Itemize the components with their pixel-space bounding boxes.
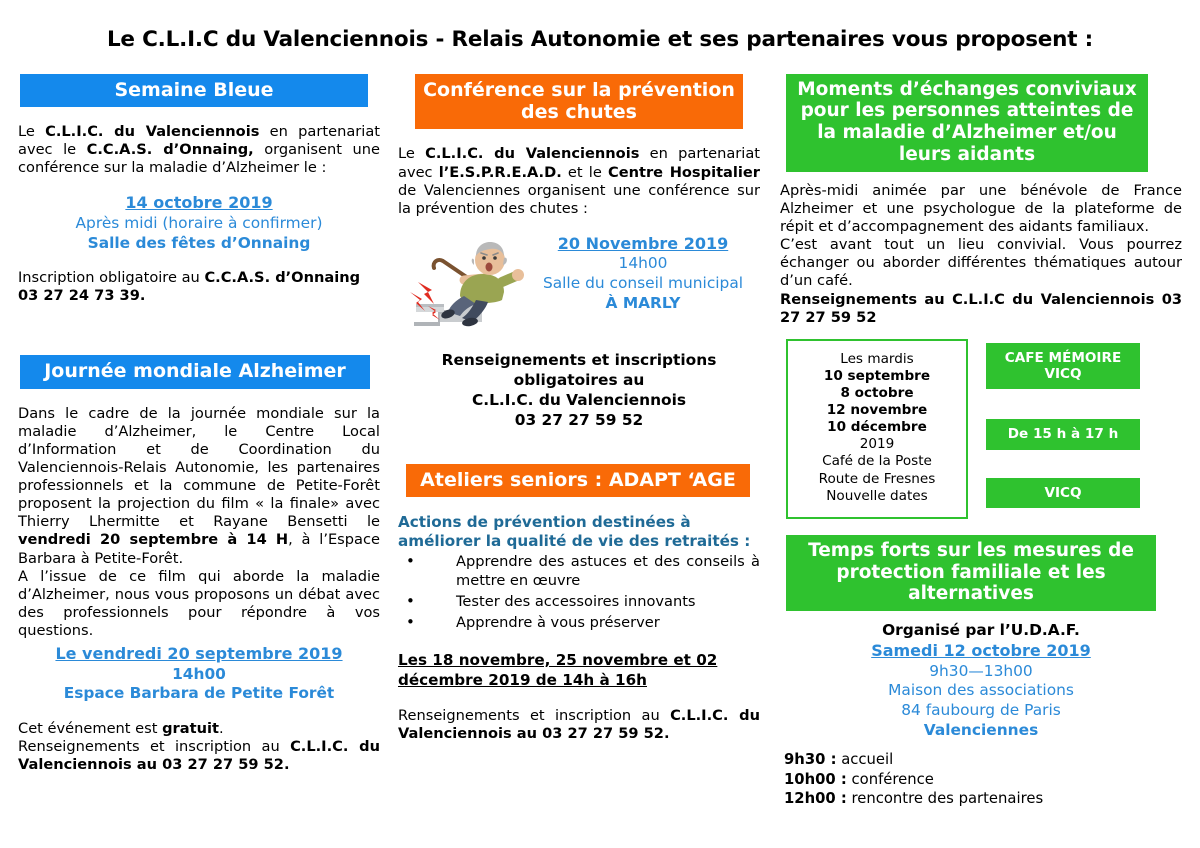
columns-container xyxy=(0,52,1200,809)
schedule-row xyxy=(784,789,1182,809)
cc-time: 14h00 xyxy=(618,254,668,273)
page-title: Le C.L.I.C du Valenciennois - Relais Autonomie et ses partenaires vous proposent : xyxy=(106,27,1094,52)
cafe-line-8: Route de Fresnes xyxy=(818,470,936,487)
schedule-time: 12h00 : xyxy=(784,790,847,808)
cc-contact-line-2: obligatoires au xyxy=(513,370,645,389)
cc-intro-b3: Centre Hospitalier xyxy=(608,163,760,181)
tf-venue: Maison des associations xyxy=(888,681,1074,700)
column-left xyxy=(18,74,390,775)
tf-city: Valenciennes xyxy=(923,720,1039,739)
jm-free-suffix: . xyxy=(218,719,224,737)
jm-free-bold: gratuit xyxy=(162,719,219,737)
tf-organizer: Organisé par l’U.D.A.F. xyxy=(882,621,1080,640)
cafe-line-7: Café de la Poste xyxy=(822,453,932,470)
semaine-bleue-datebox xyxy=(18,193,380,253)
ateliers-info-line xyxy=(398,707,760,743)
as-info-bold: C.L.I.C. du Valenciennois au 03 27 27 59 52. xyxy=(398,706,761,742)
sb-signup-prefix: Inscription obligatoire au xyxy=(18,269,205,287)
conference-contact-block xyxy=(398,350,760,430)
jm-time: 14h00 xyxy=(172,664,226,683)
moments-para-1: Après-midi animée par une bénévole de France Alzheimer et une psychologue de la plateforme de répit et d’accompagnement des aidants familiaux. xyxy=(780,181,1182,236)
cafe-line-6: 2019 xyxy=(859,436,895,453)
section-header-ateliers-seniors: Ateliers seniors : ADAPT ‘AGE xyxy=(406,464,750,497)
list-item: • Tester des accessoires innovants xyxy=(398,593,760,611)
cc-contact-line-4: 03 27 27 59 52 xyxy=(514,410,644,429)
cafe-line-2: 10 septembre xyxy=(823,367,931,384)
section-header-temps-forts: Temps forts sur les mesures de protection familiale et les alternatives xyxy=(786,535,1156,611)
cc-intro-mid2: et le xyxy=(561,163,609,181)
column-middle xyxy=(390,74,770,743)
moments-para-2: C’est avant tout un lieu convivial. Vous pourrez échanger ou aborder différentes thématiques autour d’un café. xyxy=(780,236,1182,290)
cafe-line-4: 12 novembre xyxy=(826,402,928,419)
section-header-moments-echanges: Moments d’échanges conviviaux pour les personnes atteintes de la maladie d’Alzheimer et/ou leurs aidants xyxy=(786,74,1148,172)
cc-intro-b1: C.L.I.C. du Valenciennois xyxy=(425,145,640,163)
jm-info-prefix: Renseignements et inscription au xyxy=(18,738,291,756)
section-header-semaine-bleue: Semaine Bleue xyxy=(20,74,368,107)
cafe-line-1: Les mardis xyxy=(840,350,914,367)
sb-time: Après midi (horaire à confirmer) xyxy=(75,213,323,232)
me-info-bold: Renseignements au C.L.I.C du Valenciennois 03 27 27 59 52 xyxy=(780,290,1182,326)
sb-place: Salle des fêtes d’Onnaing xyxy=(87,233,311,252)
schedule-time: 10h00 : xyxy=(784,770,847,788)
sb-intro-b2: C.C.A.S. d’Onnaing, xyxy=(86,141,254,159)
cc-contact-line-3: C.L.I.C. du Valenciennois xyxy=(471,390,687,409)
tf-address: 84 faubourg de Paris xyxy=(901,700,1061,719)
schedule-label: conférence xyxy=(846,770,934,788)
semaine-bleue-intro xyxy=(18,123,380,177)
cc-intro-mid1: en partenariat avec xyxy=(398,145,760,181)
jm-info-bold: C.L.I.C. du Valenciennois au 03 27 27 59 52. xyxy=(18,738,381,774)
conference-intro xyxy=(398,145,760,217)
jm-place: Espace Barbara de Petite Forêt xyxy=(63,684,335,703)
cc-place: Salle du conseil municipal xyxy=(542,274,744,293)
badge-vicq: VICQ xyxy=(986,478,1140,508)
list-item: • Apprendre à vous préserver xyxy=(398,614,760,632)
ateliers-dates: Les 18 novembre, 25 novembre et 02 décembre 2019 de 14h à 16h xyxy=(398,651,718,689)
cc-date: 20 Novembre 2019 xyxy=(557,233,729,253)
sb-intro-mid2: organisent une conférence sur la maladie d’Alzheimer le : xyxy=(18,141,380,177)
section-header-journee-mondiale: Journée mondiale Alzheimer xyxy=(20,355,370,388)
journee-info-line xyxy=(18,738,380,774)
sb-signup-bold: C.C.A.S. d’Onnaing 03 27 24 73 39. xyxy=(18,269,361,305)
cafe-line-5: 10 décembre xyxy=(827,419,927,436)
sb-date: 14 octobre 2019 xyxy=(125,193,273,213)
ateliers-bullet-list xyxy=(398,553,760,632)
schedule-time: 9h30 : xyxy=(784,751,837,769)
badge-horaire: De 15 h à 17 h xyxy=(986,419,1140,449)
sb-intro-b1: C.L.I.C. du Valenciennois xyxy=(45,123,260,141)
journee-para-1 xyxy=(18,405,380,568)
jm-para1-a: Dans le cadre de la journée mondiale sur la maladie d’Alzheimer, le Centre Local d’Information et de Coordination du Valenciennois-Relais Autonomie, les partenaires professionnels et la commune de Petite-Forêt proposent la projection du film « la finale» avec Thierry Lhermitte et Rayane Bensetti le xyxy=(18,404,380,531)
schedule-label: accueil xyxy=(836,751,894,769)
ateliers-lead: Actions de prévention destinées à améliorer la qualité de vie des retraités : xyxy=(398,513,751,551)
jm-para1-c: , à l’Espace Barbara à Petite-Forêt. xyxy=(18,531,380,567)
sb-intro-mid1: en partenariat avec le xyxy=(18,123,380,159)
jm-para1-b: vendredi 20 septembre à 14 H xyxy=(18,531,289,549)
temps-forts-datebox xyxy=(780,621,1182,740)
journee-free-line xyxy=(18,720,380,738)
semaine-bleue-signup xyxy=(18,269,380,305)
sb-intro-prefix: Le xyxy=(18,123,46,141)
list-item: • Apprendre des astuces et des conseils à mettre en œuvre xyxy=(398,553,760,589)
section-header-conference-chutes: Conférence sur la prévention des chutes xyxy=(415,74,743,130)
cc-intro-prefix: Le xyxy=(398,145,426,163)
journee-para-2: A l’issue de ce film qui aborde la maladie d’Alzheimer, nous vous proposons un débat avec des professionnels pour répondre à vos questions. xyxy=(18,567,380,639)
tf-date: Samedi 12 octobre 2019 xyxy=(871,641,1091,661)
schedule-label: rencontre des partenaires xyxy=(846,790,1044,808)
jm-free-prefix: Cet événement est xyxy=(18,719,163,737)
moments-info-line xyxy=(780,291,1182,327)
cc-intro-mid3: de Valenciennes organisent une conférence sur la prévention des chutes : xyxy=(398,181,760,217)
jm-date: Le vendredi 20 septembre 2019 xyxy=(55,644,343,664)
conference-date-row xyxy=(398,230,760,334)
schedule-row xyxy=(784,770,1182,790)
falling-man-icon xyxy=(398,230,526,334)
cafe-line-9: Nouvelle dates xyxy=(826,487,928,504)
journee-datebox xyxy=(18,644,380,704)
cc-contact-line-1: Renseignements et inscriptions xyxy=(441,350,717,369)
cafe-memoire-area xyxy=(780,339,1182,519)
temps-forts-schedule xyxy=(780,750,1182,809)
as-info-prefix: Renseignements et inscription au xyxy=(398,706,671,724)
conference-datebox xyxy=(526,230,760,314)
cafe-memoire-badges xyxy=(986,339,1140,508)
cafe-line-3: 8 octobre xyxy=(840,384,914,401)
tf-time: 9h30—13h00 xyxy=(929,661,1033,680)
schedule-row xyxy=(784,750,1182,770)
cafe-memoire-dates-box xyxy=(786,339,968,519)
column-right xyxy=(770,74,1182,809)
cc-intro-b2: l’E.S.P.R.E.A.D. xyxy=(438,163,562,181)
badge-cafe-memoire-vicq: CAFE MÉMOIRE VICQ xyxy=(986,343,1140,390)
cc-city: À MARLY xyxy=(605,293,681,312)
